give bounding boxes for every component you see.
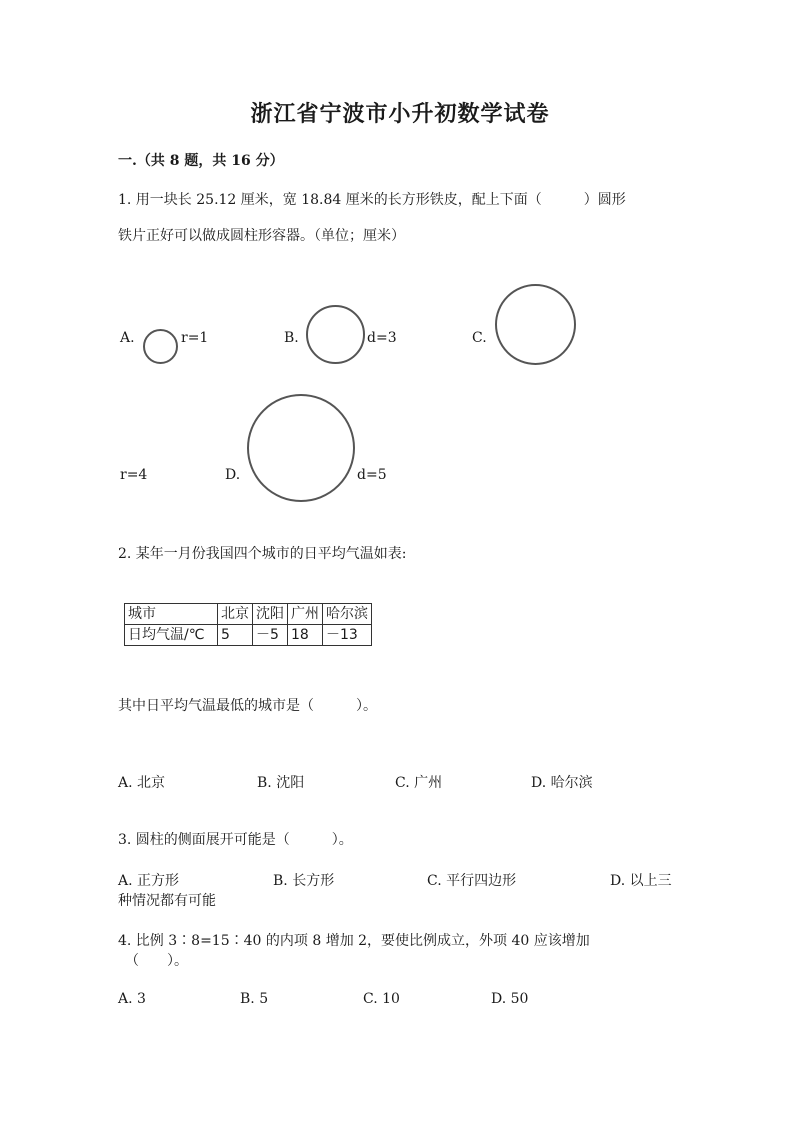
table-cell: 广州 bbox=[288, 604, 323, 625]
temperature-table bbox=[124, 603, 372, 646]
q1-option-c-circle bbox=[495, 284, 576, 365]
q1-option-b-circle bbox=[306, 305, 365, 364]
q2-option-a[interactable]: A. 北京 bbox=[118, 775, 166, 791]
q2-option-d[interactable]: D. 哈尔滨 bbox=[531, 775, 593, 791]
q4-option-b[interactable]: B. 5 bbox=[240, 991, 269, 1007]
table-cell: 5 bbox=[218, 625, 253, 646]
q2-stem: 2. 某年一月份我国四个城市的日平均气温如表: bbox=[118, 546, 407, 562]
q2-option-c[interactable]: C. 广州 bbox=[395, 775, 443, 791]
q4-option-d[interactable]: D. 50 bbox=[491, 991, 529, 1007]
q1-option-d-letter[interactable]: D. bbox=[225, 467, 241, 483]
table-cell: －5 bbox=[253, 625, 288, 646]
q1-stem-line1: 1. 用一块长 25.12 厘米，宽 18.84 厘米的长方形铁皮，配上下面（ ）圆形 bbox=[118, 192, 626, 208]
q2-question: 其中日平均气温最低的城市是（ ）。 bbox=[118, 698, 377, 714]
table-cell: 18 bbox=[288, 625, 323, 646]
q3-option-a[interactable]: A. 正方形 bbox=[118, 873, 180, 889]
table-cell: 沈阳 bbox=[253, 604, 288, 625]
q3-option-d[interactable]: D. 以上三 bbox=[610, 873, 672, 889]
q2-option-b[interactable]: B. 沈阳 bbox=[257, 775, 305, 791]
q3-option-c[interactable]: C. 平行四边形 bbox=[427, 873, 517, 889]
table-row bbox=[125, 625, 372, 646]
exam-title: 浙江省宁波市小升初数学试卷 bbox=[250, 101, 550, 127]
q1-option-a-letter[interactable]: A. bbox=[120, 330, 135, 346]
table-cell: 北京 bbox=[218, 604, 253, 625]
q1-stem-line2: 铁片正好可以做成圆柱形容器。（单位；厘米） bbox=[118, 228, 405, 244]
table-cell: 哈尔滨 bbox=[323, 604, 372, 625]
q1-option-c-label: r=4 bbox=[120, 467, 148, 483]
q3-option-b[interactable]: B. 长方形 bbox=[273, 873, 335, 889]
q4-stem-line2: （ ）。 bbox=[125, 953, 188, 969]
q1-option-d-circle bbox=[247, 394, 355, 502]
table-cell: 日均气温/℃ bbox=[125, 625, 218, 646]
q1-option-c-letter[interactable]: C. bbox=[472, 330, 487, 346]
q4-option-c[interactable]: C. 10 bbox=[363, 991, 400, 1007]
section-header: 一.（共 8 题，共 16 分） bbox=[118, 153, 284, 169]
q1-option-a-label: r=1 bbox=[181, 330, 209, 346]
q1-option-b-letter[interactable]: B. bbox=[284, 330, 299, 346]
q3-stem: 3. 圆柱的侧面展开可能是（ ）。 bbox=[118, 832, 353, 848]
table-cell: 城市 bbox=[125, 604, 218, 625]
q4-option-a[interactable]: A. 3 bbox=[118, 991, 146, 1007]
table-header-row bbox=[125, 604, 372, 625]
q4-stem-line1: 4. 比例 3∶8=15∶40 的内项 8 增加 2，要使比例成立，外项 40 应该增加 bbox=[118, 933, 590, 949]
q1-option-b-label: d=3 bbox=[367, 330, 397, 346]
table-cell: －13 bbox=[323, 625, 372, 646]
q1-option-d-label: d=5 bbox=[357, 467, 387, 483]
q1-option-a-circle bbox=[143, 329, 178, 364]
q3-option-d-continued: 种情况都有可能 bbox=[118, 893, 216, 909]
